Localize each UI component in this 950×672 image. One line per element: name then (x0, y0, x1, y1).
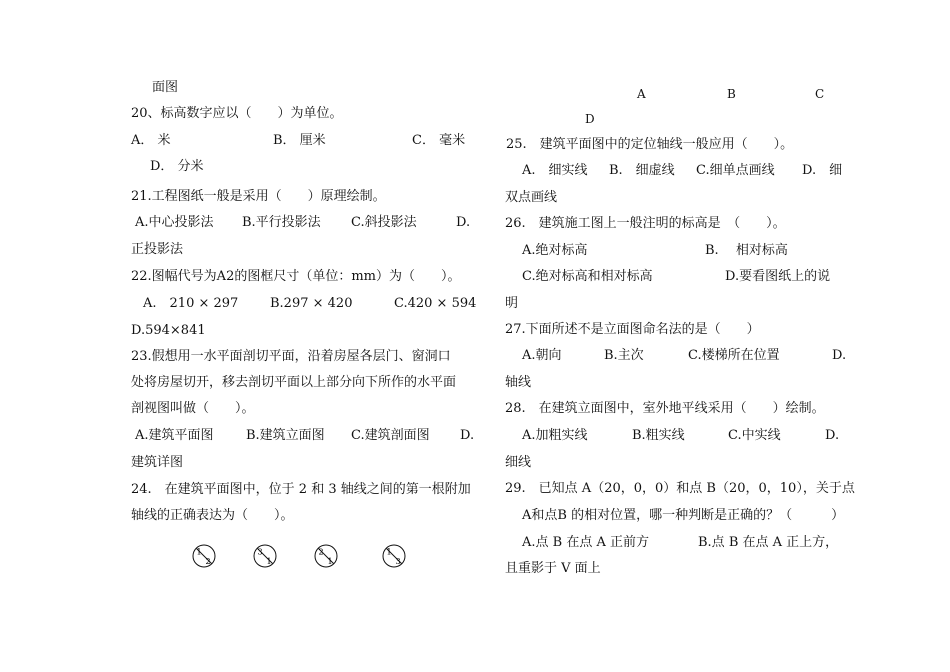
q28-option-d-text: 细线 (505, 455, 532, 470)
axis-symbol-option-d (382, 544, 406, 568)
q28-option-a: A.加粗实线 (522, 428, 588, 443)
q28-option-b: B.粗实线 (632, 428, 685, 443)
axis-symbol-option-a (192, 544, 216, 568)
q21-option-a: A.中心投影法 (135, 215, 214, 230)
q22-option-b: B.297 × 420 (270, 296, 353, 311)
continued-text: 面图 (152, 80, 179, 95)
question-21: 21.工程图纸一般是采用（ ）原理绘制。 (131, 189, 386, 204)
question-25: 25. 建筑平面图中的定位轴线一般应用（ ）。 (506, 137, 794, 152)
q23-option-d: D. (460, 428, 475, 443)
question-22: 22.图幅代号为A2的图框尺寸（单位：mm）为（ ）。 (131, 269, 461, 284)
q25-option-d: D. 细 (802, 163, 843, 178)
axis-symbol-d-bottom: 3 (395, 557, 401, 566)
q20-option-a: A． 米 (131, 133, 171, 148)
q26-option-d: D.要看图纸上的说 (725, 269, 831, 284)
question-23-line1: 23.假想用一水平面剖切平面，沿着房屋各层门、窗洞口 (131, 349, 451, 364)
question-23-line3: 剖视图叫做（ ）。 (131, 401, 255, 416)
question-24-line1: 24. 在建筑平面图中，位于 2 和 3 轴线之间的第一根附加 (131, 482, 471, 497)
axis-symbol-b-bottom: 1 (266, 557, 272, 566)
q23-option-a: A.建筑平面图 (135, 428, 214, 443)
q26-option-b: B. 相对标高 (705, 243, 788, 258)
question-23-line2: 处将房屋切开，移去剖切平面以上部分向下所作的水平面 (131, 375, 457, 390)
axis-symbol-c-bottom: 1 (327, 557, 333, 566)
q21-option-d: D. (456, 215, 471, 230)
question-20: 20、标高数字应以（ ）为单位。 (131, 106, 343, 121)
q24-label-d: D (585, 112, 595, 126)
q27-option-d: D. (832, 348, 847, 363)
question-26: 26. 建筑施工图上一般注明的标高是 （ ）。 (505, 216, 786, 231)
q21-option-b: B.平行投影法 (242, 215, 321, 230)
q22-option-a: A. 210 × 297 (143, 296, 239, 311)
q27-option-a: A.朝向 (522, 348, 562, 363)
q22-option-d: D.594×841 (131, 323, 206, 338)
question-29-line1: 29. 已知点 A（20，0，0）和点 B（20，0，10），关于点 (505, 481, 855, 496)
q29-option-a: A.点 B 在点 A 正前方 (522, 535, 649, 550)
q23-option-c: C.建筑剖面图 (351, 428, 430, 443)
question-28: 28. 在建筑立面图中，室外地平线采用（ ）绘制。 (505, 401, 825, 416)
q28-option-d: D. (825, 428, 840, 443)
axis-symbol-option-c (314, 544, 338, 568)
q20-option-d: D． 分米 (150, 159, 204, 174)
q23-option-d-text: 建筑详图 (131, 455, 184, 470)
question-29-line2: A和点B 的相对位置，哪一种判断是正确的？（ ） (522, 508, 845, 523)
axis-symbol-option-b (253, 544, 277, 568)
q26-option-a: A.绝对标高 (522, 243, 588, 258)
axis-symbol-b-top: 3 (257, 547, 263, 557)
question-27: 27.下面所述不是立面图命名法的是（ ） (505, 322, 760, 337)
q27-option-b: B.主次 (604, 348, 644, 363)
q21-option-c: C.斜投影法 (351, 215, 417, 230)
q22-option-c: C.420 × 594 (394, 296, 477, 311)
q27-option-c: C.楼梯所在位置 (688, 348, 780, 363)
q23-option-b: B.建筑立面图 (246, 428, 325, 443)
q25-option-c: C.细单点画线 (696, 163, 775, 178)
q26-option-c: C.绝对标高和相对标高 (522, 269, 653, 284)
q25-option-d-text: 双点画线 (505, 190, 558, 205)
q25-option-a: A. 细实线 (522, 163, 588, 178)
q29-option-b-text: 且重影于 V 面上 (505, 561, 601, 576)
q29-option-b: B.点 B 在点 A 正上方， (698, 535, 839, 550)
axis-symbol-a-bottom: 2 (205, 557, 211, 566)
axis-symbol-d-top: 1 (386, 547, 392, 557)
axis-symbol-c-top: 2 (318, 547, 324, 557)
q26-option-d-text: 明 (505, 296, 519, 311)
q20-option-b: B． 厘米 (273, 133, 326, 148)
q27-option-d-text: 轴线 (505, 375, 532, 390)
q20-option-c: C． 毫米 (412, 133, 466, 148)
q25-option-b: B. 细虚线 (609, 163, 675, 178)
axis-symbol-a-top: 1 (196, 547, 202, 557)
q24-label-a: A (637, 87, 646, 101)
q24-label-b: B (727, 87, 736, 101)
question-24-line2: 轴线的正确表达为（ ）。 (131, 508, 294, 523)
q28-option-c: C.中实线 (728, 428, 781, 443)
q24-label-c: C (815, 87, 825, 101)
q21-option-d-text: 正投影法 (131, 242, 184, 257)
